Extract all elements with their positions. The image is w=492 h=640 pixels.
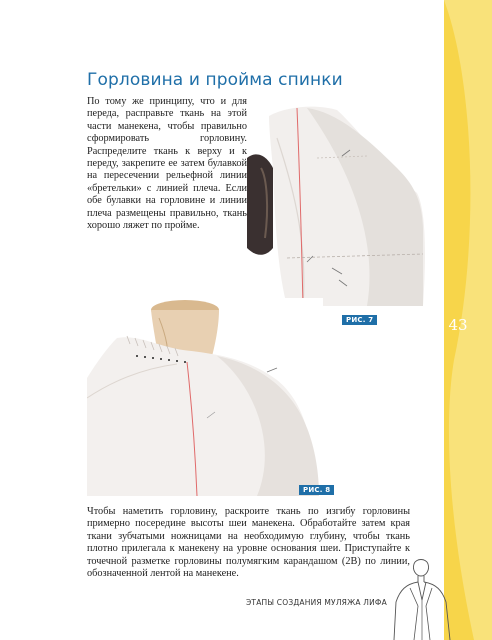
intro-paragraph: По тому же принципу, что и для переда, расправьте ткань на этой части манекена, чтобы правильно сформировать горловину. Распределите ткань к верху и к переду, закрепите ее затем булавкой на пересечении рельефной линии «бретельки» с линией плеча. Если обе булавки на горловине и линии плеча размещены правильно, ткань хорошо ляжет по пройме. [87,96,247,232]
section-heading: Горловина и пройма спинки [87,70,343,90]
fashion-sketch-illustration [392,558,454,640]
figure-7-photo [247,98,432,306]
body-paragraph: Чтобы наметить горловину, раскроите ткань по изгибу горловины примерно посередине высоты шеи манекена. Обработайте затем края ткани зубчатыми ножницами на необходимую глубину, чтобы ткань плотно прилегала к манекену на уровне основания шеи. Приступайте к точечной разметке горловины полумягким карандашом (2В) по линии, обозначенной лентой на манекене. [87,506,410,580]
chapter-footer: ЭТАПЫ СОЗДАНИЯ МУЛЯЖА ЛИФА [246,598,387,607]
page-number: 43 [448,316,468,334]
figure-7-label: РИС. 7 [342,315,377,325]
figure-8-photo [87,298,323,496]
figure-8-label: РИС. 8 [299,485,334,495]
